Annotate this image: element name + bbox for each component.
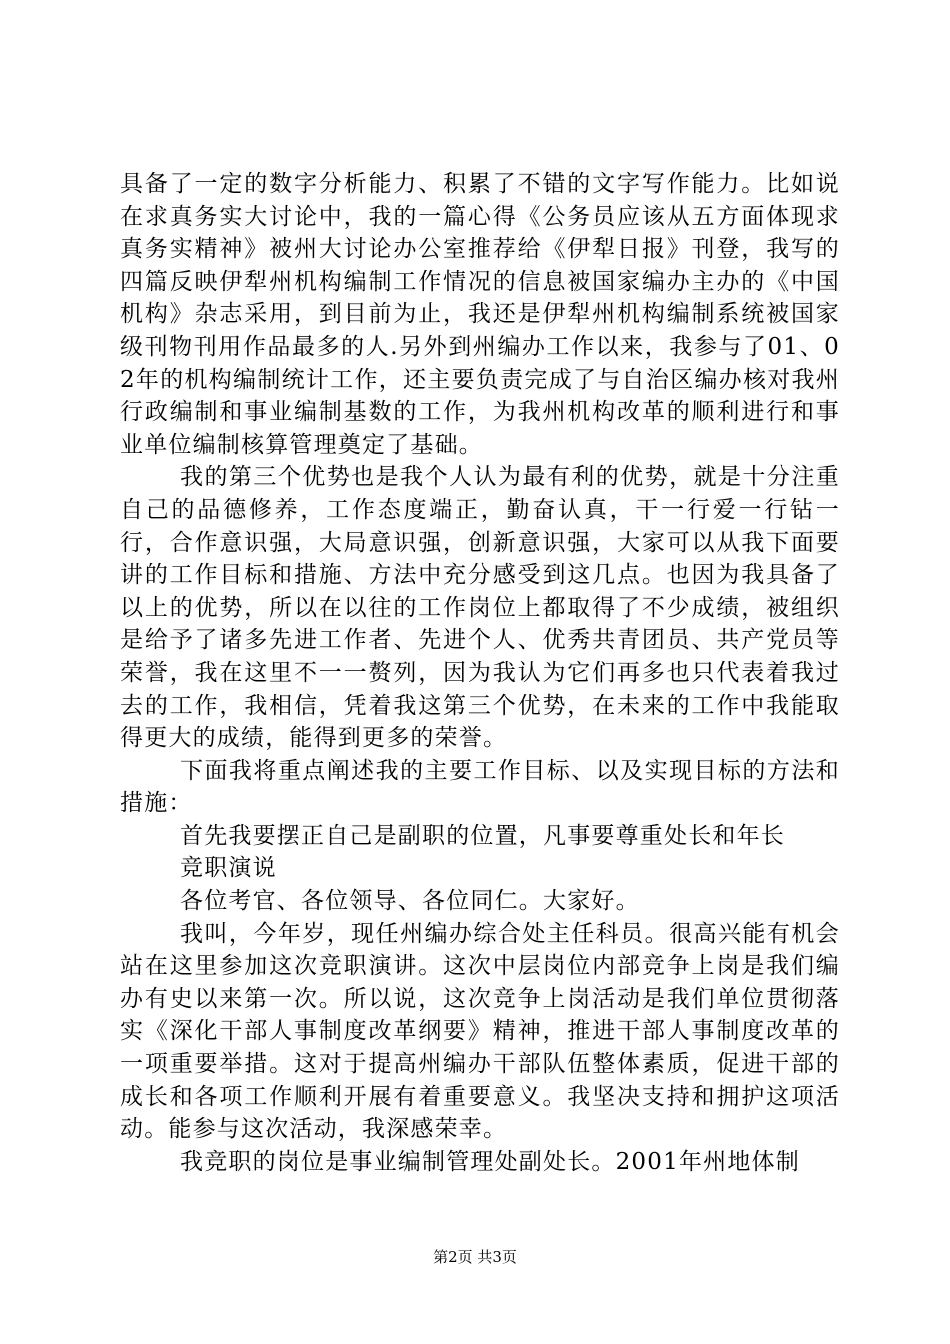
body-paragraph: 我的第三个优势也是我个人认为最有利的优势，就是十分注重自己的品德修养，工作态度端正，勤奋认真，干一行爱一行钻一行，合作意识强，大局意识强，创新意识强，大家可以从我下面要讲的工作目标和措施、方法中充分感受到这几点。也因为我具备了以上的优势，所以在以往的工作岗位上都取得了不少成绩，被组织是给予了诸多先进工作者、先进个人、优秀共青团员、共产党员等荣誉，我在这里不一一赘列，因为我认为它们再多也只代表着我过去的工作，我相信，凭着我这第三个优势，在未来的工作中我能取得更大的成绩，能得到更多的荣誉。	[120, 464, 840, 752]
page-number-footer: 第2页 共3页	[433, 1248, 517, 1266]
body-paragraph: 下面我将重点阐述我的主要工作目标、以及实现目标的方法和措施：	[120, 757, 840, 817]
speech-greeting: 各位考官、各位领导、各位同仁。大家好。	[180, 888, 640, 915]
body-paragraph: 我叫，今年岁，现任州编办综合处主任科员。很高兴能有机会站在这里参加这次竞职演讲。这次中层岗位内部竞争上岗是我们编办有史以来第一次。所以说，这次竞争上岗活动是我们单位贯彻落实《深化干部人事制度改革纲要》精神，推进干部人事制度改革的一项重要举措。这对于提高州编办干部队伍整体素质，促进干部的成长和各项工作顺利开展有着重要意义。我坚决支持和拥护这项活动。能参与这次活动，我深感荣幸。	[120, 920, 840, 1143]
speech-title: 竞职演说	[180, 855, 277, 882]
document-body	[120, 168, 840, 1178]
body-paragraph: 具备了一定的数字分析能力、积累了不错的文字写作能力。比如说在求真务实大讨论中，我的一篇心得《公务员应该从五方面体现求真务实精神》被州大讨论办公室推荐给《伊犁日报》刊登，我写的四篇反映伊犁州机构编制工作情况的信息被国家编办主办的《中国机构》杂志采用，到目前为止，我还是伊犁州机构编制系统被国家级刊物刊用作品最多的人.另外到州编办工作以来，我参与了01、02年的机构编制统计工作，还主要负责完成了与自治区编办核对我州行政编制和事业编制基数的工作，为我州机构改革的顺利进行和事业单位编制核算管理奠定了基础。	[120, 171, 840, 458]
body-paragraph: 我竞职的岗位是事业编制管理处副处长。2001年州地体制	[180, 1148, 800, 1175]
body-paragraph: 首先我要摆正自己是副职的位置，凡事要尊重处长和年长	[180, 822, 785, 849]
